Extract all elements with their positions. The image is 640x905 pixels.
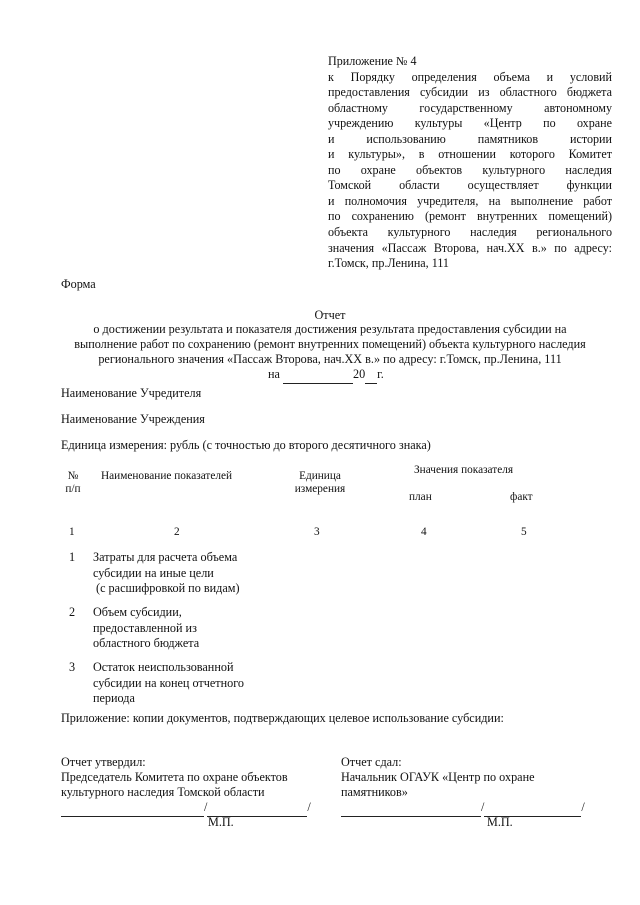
- appendix-line: объекта культурного наследия регионального: [328, 225, 612, 240]
- col-num-header: [58, 470, 88, 496]
- date-prefix: на: [268, 367, 280, 381]
- row-line: периода: [93, 691, 135, 705]
- signature-blank: [341, 800, 481, 817]
- row-line: Остаток неиспользованной: [93, 660, 234, 674]
- col-name-header: Наименование показателей: [101, 470, 233, 482]
- appendix-line: и полномочия учредителя, на выполнение работ: [328, 193, 612, 208]
- unit-line: Единица измерения: рубль (с точностью до второго десятичного знака): [61, 438, 431, 452]
- appendix-line: предоставления субсидии из областного бюджета: [328, 85, 612, 100]
- appendix-header: [328, 54, 612, 272]
- submitted-position-line: Начальник ОГАУК «Центр по охране: [341, 770, 535, 784]
- date-suffix: г.: [377, 367, 384, 381]
- report-date-line: [268, 367, 384, 384]
- approved-label: Отчет утвердил:: [61, 755, 146, 769]
- appendix-line: к Порядку определения объема и условий: [328, 69, 612, 84]
- appendix-line: учреждению культуры «Центр по охране: [328, 116, 612, 131]
- col-fact-header: факт: [510, 491, 533, 503]
- appendix-last-line: г.Томск, пр.Ленина, 111: [328, 256, 449, 271]
- row-number: 2: [69, 605, 76, 619]
- appendix-line: по охране объектов культурного наследия: [328, 162, 612, 177]
- col-num-line: №: [67, 470, 79, 482]
- row-line: предоставленной из: [93, 620, 197, 635]
- col-unit-header: [280, 470, 360, 496]
- col-unit-line: измерения: [294, 483, 346, 495]
- submitted-signature-line: / /: [341, 800, 585, 817]
- form-label: Форма: [61, 277, 96, 291]
- approved-position-line: Председатель Комитета по охране объектов: [61, 770, 288, 784]
- col-number: 2: [174, 526, 180, 538]
- appendix-line: и культуры», в отношении которого Комитет: [328, 147, 612, 162]
- signature-blank: [61, 800, 204, 817]
- submitted-position-line: памятников»: [341, 785, 408, 799]
- col-number: 5: [521, 526, 527, 538]
- approved-position-line: культурного наследия Томской области: [61, 785, 265, 799]
- attachment-line: Приложение: копии документов, подтверждающих целевое использование субсидии:: [61, 711, 504, 725]
- appendix-line: и использованию памятников истории: [328, 131, 612, 146]
- approved-stamp: М.П.: [208, 815, 234, 829]
- col-number: 1: [69, 526, 75, 538]
- report-subtitle-line: регионального значения «Пассаж Второва, нач.XX в.» по адресу: г.Томск, пр.Ленина, 111: [98, 352, 562, 366]
- appendix-line: областному государственному автономному: [328, 100, 612, 115]
- appendix-title: Приложение № 4: [328, 54, 417, 68]
- founder-label: Наименование Учредителя: [61, 386, 202, 400]
- row-line: субсидии на конец отчетного: [93, 675, 245, 690]
- year-blank: [365, 367, 377, 384]
- submitted-label: Отчет сдал:: [341, 755, 402, 769]
- approved-signature-line: / /: [61, 800, 311, 817]
- col-plan-header: план: [409, 491, 432, 503]
- col-num-line: п/п: [65, 483, 81, 495]
- col-values-header: Значения показателя: [414, 464, 514, 476]
- row-line: Затраты для расчета объема: [93, 550, 238, 564]
- row-line: субсидии на иные цели: [93, 565, 214, 580]
- row-line: Объем субсидии,: [93, 605, 182, 619]
- appendix-line: значения «Пассаж Второва, нач.XX в.» по адресу:: [328, 240, 612, 255]
- date-year: 20: [352, 367, 366, 381]
- row-number: 3: [69, 660, 76, 674]
- col-number: 4: [421, 526, 427, 538]
- col-number: 3: [314, 526, 320, 538]
- report-title: Отчет: [314, 308, 346, 322]
- col-unit-line: Единица: [299, 470, 341, 482]
- report-subtitle-line: выполнение работ по сохранению (ремонт внутренних помещений) объекта культурного наследия: [74, 337, 586, 351]
- appendix-line: по сохранению (ремонт внутренних помещений): [328, 209, 612, 224]
- submitted-stamp: М.П.: [487, 815, 513, 829]
- row-number: 1: [69, 550, 76, 564]
- row-line: (с расшифровкой по видам): [93, 581, 240, 595]
- appendix-line: Томской области осуществляет функции: [328, 178, 612, 193]
- row-line: областного бюджета: [93, 636, 200, 650]
- report-subtitle-line: о достижении результата и показателя достижения результата предоставления субсидии на: [93, 322, 567, 336]
- date-blank: [283, 367, 353, 384]
- institution-label: Наименование Учреждения: [61, 412, 205, 426]
